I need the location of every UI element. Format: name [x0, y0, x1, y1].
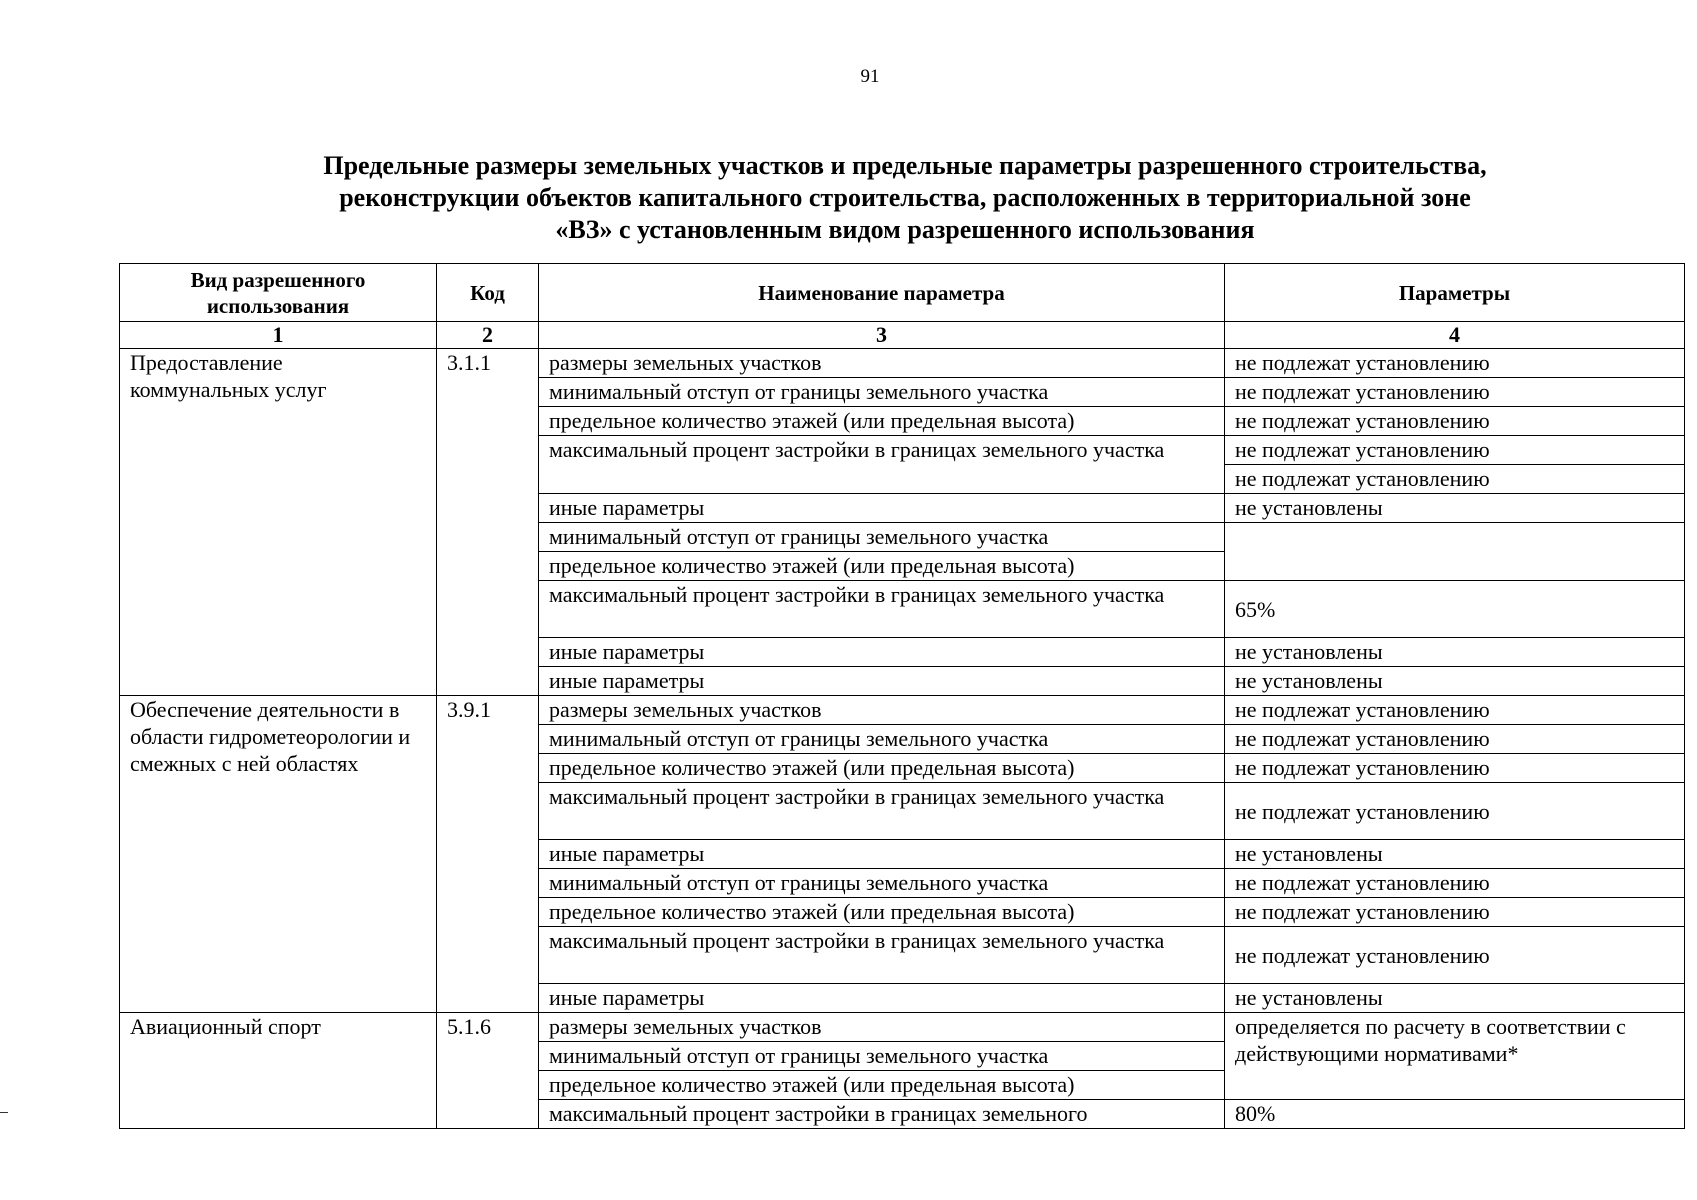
param-name: минимальный отступ от границы земельного участка	[539, 378, 1225, 407]
header-use-type: Вид разрешенного использования	[120, 264, 437, 322]
use-type-cell: Авиационный спорт	[120, 1013, 437, 1129]
param-name: минимальный отступ от границы земельного участка	[539, 1042, 1225, 1071]
param-value: не установлены	[1225, 840, 1685, 869]
param-name: максимальный процент застройки в границах земельного участка	[539, 436, 1225, 494]
page-number: 91	[860, 66, 880, 87]
title-line-3: «ВЗ» с установленным видом разрешенного использования	[555, 215, 1255, 244]
code-cell: 3.1.1	[437, 349, 539, 696]
header-code: Код	[437, 264, 539, 322]
param-value-merged: определяется по расчету в соответствии с действующими нормативами*	[1225, 1013, 1685, 1100]
param-name: размеры земельных участков	[539, 349, 1225, 378]
param-name: размеры земельных участков	[539, 1013, 1225, 1042]
param-name: иные параметры	[539, 840, 1225, 869]
param-value: не подлежат установлению	[1225, 898, 1685, 927]
param-value: не установлены	[1225, 667, 1685, 696]
param-name: предельное количество этажей (или предельная высота)	[539, 1071, 1225, 1100]
param-value: не подлежат установлению	[1225, 783, 1685, 840]
table-row	[120, 1013, 1685, 1042]
param-value: 80%	[1225, 1100, 1685, 1129]
param-name: предельное количество этажей (или предельная высота)	[539, 898, 1225, 927]
param-name: максимальный процент застройки в границах земельного участка	[539, 783, 1225, 840]
param-value: не установлены	[1225, 494, 1685, 523]
code-cell: 3.9.1	[437, 696, 539, 1013]
param-value: не подлежат установлению	[1225, 754, 1685, 783]
param-name: размеры земельных участков	[539, 696, 1225, 725]
param-name: предельное количество этажей (или предельная высота)	[539, 754, 1225, 783]
table-row	[120, 349, 1685, 378]
column-number-2: 2	[437, 322, 539, 349]
param-name: максимальный процент застройки в границах земельного участка	[539, 927, 1225, 984]
param-value: не подлежат установлению	[1225, 349, 1685, 378]
param-name: предельное количество этажей (или предельная высота)	[539, 407, 1225, 436]
param-value: 65%	[1225, 581, 1685, 638]
use-type-cell: Предоставление коммунальных услуг	[120, 349, 437, 696]
scan-edge-mark	[0, 1112, 8, 1113]
param-name: иные параметры	[539, 494, 1225, 523]
code-cell: 5.1.6	[437, 1013, 539, 1129]
param-value: не подлежат установлению	[1225, 869, 1685, 898]
header-param-name: Наименование параметра	[539, 264, 1225, 322]
param-value: не подлежат установлению	[1225, 465, 1685, 494]
column-number-1: 1	[120, 322, 437, 349]
param-value: не подлежат установлению	[1225, 725, 1685, 754]
param-name: максимальный процент застройки в границах земельного участка	[539, 581, 1225, 638]
param-value: не подлежат установлению	[1225, 407, 1685, 436]
param-value: не подлежат установлению	[1225, 378, 1685, 407]
param-name: иные параметры	[539, 984, 1225, 1013]
title-line-2: реконструкции объектов капитального строительства, расположенных в территориальной зоне	[339, 183, 1471, 212]
param-name: минимальный отступ от границы земельного участка	[539, 523, 1225, 552]
column-number-4: 4	[1225, 322, 1685, 349]
param-value: не подлежат установлению	[1225, 436, 1685, 465]
param-value: не подлежат установлению	[1225, 927, 1685, 984]
param-value: не установлены	[1225, 984, 1685, 1013]
parameters-table	[119, 263, 1685, 1129]
param-name: предельное количество этажей (или предельная высота)	[539, 552, 1225, 581]
column-number-3: 3	[539, 322, 1225, 349]
title-line-1: Предельные размеры земельных участков и предельные параметры разрешенного строительства,	[323, 151, 1487, 180]
param-value: не установлены	[1225, 638, 1685, 667]
param-name: минимальный отступ от границы земельного участка	[539, 725, 1225, 754]
table-row	[120, 696, 1685, 725]
param-name: иные параметры	[539, 638, 1225, 667]
param-value-empty	[1225, 523, 1685, 581]
use-type-cell: Обеспечение деятельности в области гидрометеорологии и смежных с ней областях	[120, 696, 437, 1013]
param-name: иные параметры	[539, 667, 1225, 696]
document-title	[130, 150, 1680, 246]
header-param-values: Параметры	[1225, 264, 1685, 322]
param-value: не подлежат установлению	[1225, 696, 1685, 725]
param-name: максимальный процент застройки в границах земельного	[539, 1100, 1225, 1129]
param-name: минимальный отступ от границы земельного участка	[539, 869, 1225, 898]
